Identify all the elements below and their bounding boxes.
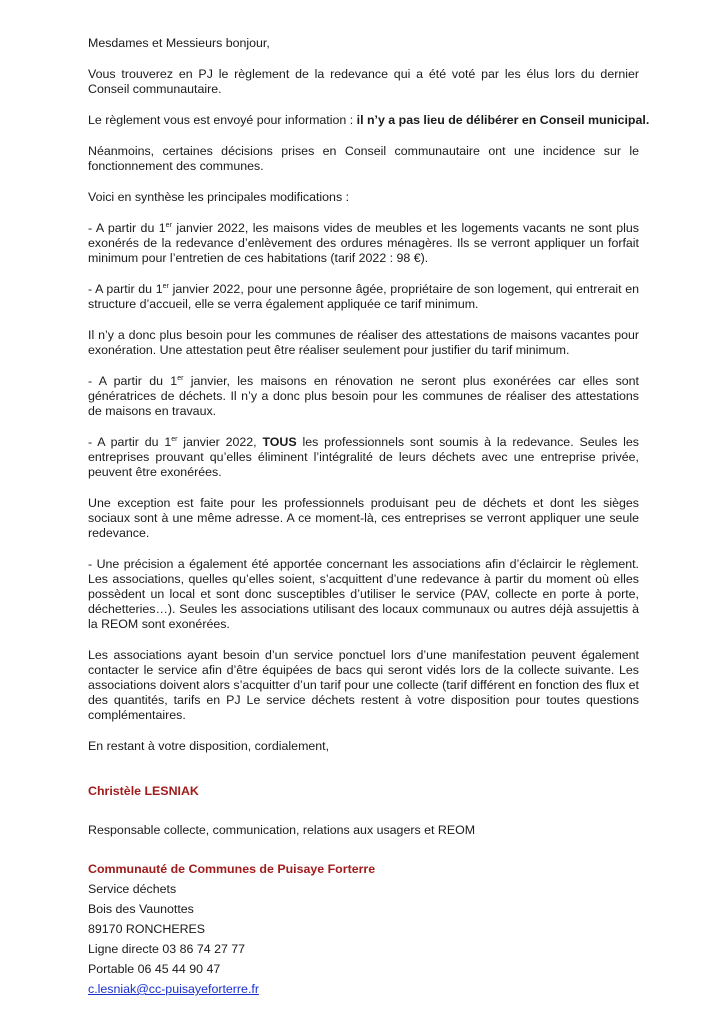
text-fragment: - A partir du 1 [88,221,166,235]
paragraph-for-information [88,113,650,128]
paragraph-associations: - Une précision a également été apportée concernant les associations afin d’éclaircir le règlement. Les associations, quelles qu’elles soient, s’acquittent d’une redevance à partir du moment où elles possèdent un local et sont donc susceptibles d’utiliser le service (PAV, collecte en porte à porte, déchetteries…). Seules les associations utilisant des locaux communaux ou autres déjà assujettis à la REOM sont exonérées. [88,557,639,631]
text-fragment: janvier 2022, pour une personne âgée, propriétaire de son logement, qui entrerait en structure d’accueil, elle se verra également appliquée ce tarif minimum. [88,282,640,311]
text-fragment: janvier 2022, [177,435,263,449]
paragraph-summary-intro: Voici en synthèse les principales modifications : [88,190,350,204]
paragraph-elderly-person [88,282,639,312]
paragraph-renovation [88,374,639,419]
email-line [88,982,639,997]
text-fragment: - A partir du 1 [88,435,172,449]
ordinal-superscript: er [162,283,169,290]
no-deliberation-notice: il n’y a pas lieu de délibérer en Conseil municipal. [356,113,650,127]
direct-phone: Ligne directe 03 86 74 27 77 [88,942,246,956]
ordinal-superscript: er [171,436,178,443]
department: Service déchets [88,882,177,896]
mobile-phone: Portable 06 45 44 90 47 [88,962,221,976]
for-information-text: Le règlement vous est envoyé pour information : [88,113,357,127]
signatory-name: Christèle LESNIAK [88,784,199,798]
paragraph-rules-attached: Vous trouverez en PJ le règlement de la redevance qui a été voté par les élus lors du dernier Conseil communautaire. [88,67,639,96]
organization-name: Communauté de Communes de Puisaye Forterre [88,862,376,876]
text-fragment: - A partir du 1 [88,374,178,388]
address-city: 89170 RONCHERES [88,922,206,936]
paragraph-attestations: Il n’y a donc plus besoin pour les communes de réaliser des attestations de maisons vacantes pour exonération. Une attestation peut être réaliser seulement pour justifier du tarif minimum. [88,328,639,357]
closing: En restant à votre disposition, cordialement, [88,739,330,753]
signatory-role: Responsable collecte, communication, relations aux usagers et REOM [88,823,476,837]
ordinal-superscript: er [177,375,184,382]
greeting: Mesdames et Messieurs bonjour, [88,36,270,50]
email-link[interactable]: c.lesniak@cc-puisayeforterre.fr [88,982,259,996]
text-fragment: janvier 2022, les maisons vides de meubles et les logements vacants ne sont plus exonérés de la redevance d’enlèvement des ordures ménagères. Ils se verront appliquer un forfait minimum pour l’entretien de ces habitations (tarif 2022 : 98 €). [88,221,639,265]
emphasis-all: TOUS [262,435,297,449]
paragraph-professionals [88,435,639,480]
paragraph-vacant-homes [88,221,639,266]
paragraph-impact: Néanmoins, certaines décisions prises en Conseil communautaire ont une incidence sur le fonctionnement des communes. [88,144,639,173]
address-street: Bois des Vaunottes [88,902,194,916]
text-fragment: janvier, les maisons en rénovation ne seront plus exonérées car elles sont génératrices de déchets. Il n’y a donc plus besoin pour les communes de réaliser des attestations de maisons en travaux. [88,374,639,418]
paragraph-exception: Une exception est faite pour les professionnels produisant peu de déchets et dont les sièges sociaux sont à une même adresse. A ce moment-là, ces entreprises se verront appliquer une seule redevance. [88,496,639,540]
text-fragment: - A partir du 1 [88,282,163,296]
text-fragment: les professionnels sont soumis à la redevance. Seules les entreprises prouvant qu’elles éliminent l’intégralité de leurs déchets avec une entreprise privée, peuvent être exonérées. [88,435,640,479]
ordinal-superscript: er [165,222,172,229]
paragraph-events: Les associations ayant besoin d’un service ponctuel lors d’une manifestation peuvent également contacter le service afin d’être équipées de bacs qui seront vidés lors de la collecte suivante. Les associations doivent alors s’acquitter d’un tarif pour une collecte (tarif différent en fonction des flux et des quantités, tarifs en PJ Le service déchets restent à votre disposition pour toutes questions complémentaires. [88,648,639,722]
